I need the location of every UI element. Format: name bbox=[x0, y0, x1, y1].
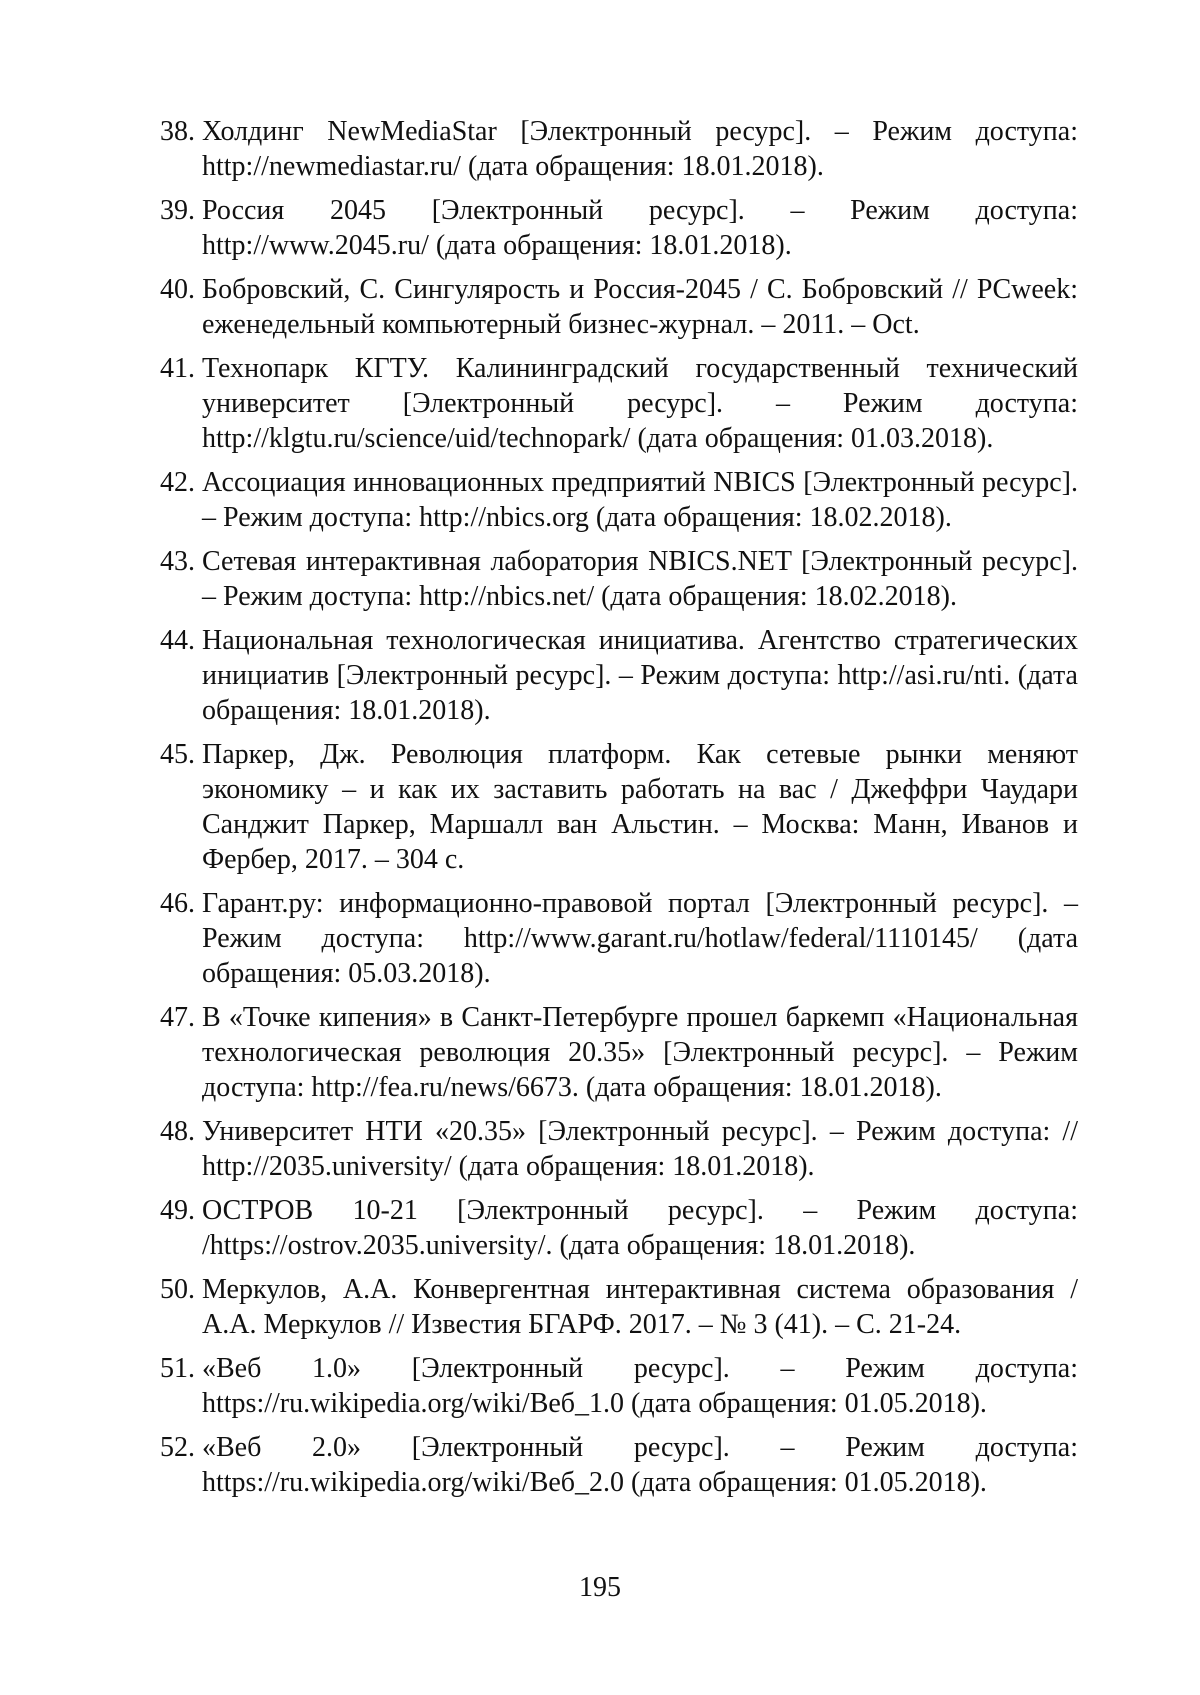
reference-text: Национальная технологическая инициатива. Агентство стратегических инициатив [Электронный ресурс]. – Режим доступа: http://asi.ru/nti. (дата обращения: 18.01.2018). bbox=[202, 625, 1078, 726]
reference-item bbox=[160, 193, 1078, 263]
reference-number: 47. bbox=[160, 1002, 195, 1033]
reference-item bbox=[160, 886, 1078, 991]
reference-number: 44. bbox=[160, 625, 195, 656]
reference-item bbox=[160, 114, 1078, 184]
reference-text: В «Точке кипения» в Санкт-Петербурге прошел баркемп «Национальная технологическая революция 20.35» [Электронный ресурс]. – Режим доступа: http://fea.ru/news/6673. (дата обращения: 18.01.2018). bbox=[202, 1002, 1078, 1103]
reference-text: Университет НТИ «20.35» [Электронный ресурс]. – Режим доступа: // http://2035.university/ (дата обращения: 18.01.2018). bbox=[202, 1116, 1078, 1182]
reference-text: Технопарк КГТУ. Калининградский государственный технический университет [Электронный ресурс]. – Режим доступа: http://klgtu.ru/science/uid/technopark/ (дата обращения: 01.03.2018). bbox=[202, 353, 1078, 454]
reference-number: 52. bbox=[160, 1432, 195, 1463]
page-number: 195 bbox=[579, 1572, 621, 1603]
reference-text: Паркер, Дж. Революция платформ. Как сетевые рынки меняют экономику – и как их заставить работать на вас / Джеффри Чаудари Санджит Паркер, Маршалл ван Альстин. – Москва: Манн, Иванов и Фербер, 2017. – 304 с. bbox=[202, 739, 1078, 875]
reference-item bbox=[160, 544, 1078, 614]
reference-item bbox=[160, 1114, 1078, 1184]
reference-number: 39. bbox=[160, 195, 195, 226]
reference-item bbox=[160, 1193, 1078, 1263]
reference-number: 40. bbox=[160, 274, 195, 305]
reference-text: ОСТРОВ 10-21 [Электронный ресурс]. – Режим доступа: /https://ostrov.2035.university/. (дата обращения: 18.01.2018). bbox=[202, 1195, 1078, 1261]
reference-text: Бобровский, С. Сингулярость и Россия-2045 / С. Бобровский // PCweek: еженедельный компьютерный бизнес-журнал. – 2011. – Oct. bbox=[202, 274, 1078, 340]
reference-number: 51. bbox=[160, 1353, 195, 1384]
reference-text: Россия 2045 [Электронный ресурс]. – Режим доступа: http://www.2045.ru/ (дата обращения: 18.01.2018). bbox=[202, 195, 1078, 261]
reference-text: Холдинг NewMediaStar [Электронный ресурс]. – Режим доступа: http://newmediastar.ru/ (дата обращения: 18.01.2018). bbox=[202, 116, 1078, 182]
reference-number: 50. bbox=[160, 1274, 195, 1305]
reference-number: 42. bbox=[160, 467, 195, 498]
reference-text: Сетевая интерактивная лаборатория NBICS.NET [Электронный ресурс]. – Режим доступа: http://nbics.net/ (дата обращения: 18.02.2018). bbox=[202, 546, 1078, 612]
reference-item bbox=[160, 623, 1078, 728]
reference-text: «Веб 2.0» [Электронный ресурс]. – Режим доступа: https://ru.wikipedia.org/wiki/Веб_2.0 (дата обращения: 01.05.2018). bbox=[202, 1432, 1078, 1498]
reference-number: 38. bbox=[160, 116, 195, 147]
reference-text: Ассоциация инновационных предприятий NBICS [Электронный ресурс]. – Режим доступа: http://nbics.org (дата обращения: 18.02.2018). bbox=[202, 467, 1078, 533]
reference-number: 48. bbox=[160, 1116, 195, 1147]
reference-text: «Веб 1.0» [Электронный ресурс]. – Режим доступа: https://ru.wikipedia.org/wiki/Веб_1.0 (дата обращения: 01.05.2018). bbox=[202, 1353, 1078, 1419]
reference-text: Гарант.ру: информационно-правовой портал [Электронный ресурс]. – Режим доступа: http://www.garant.ru/hotlaw/federal/1110145/ (дата обращения: 05.03.2018). bbox=[202, 888, 1078, 989]
reference-number: 49. bbox=[160, 1195, 195, 1226]
reference-number: 45. bbox=[160, 739, 195, 770]
reference-number: 43. bbox=[160, 546, 195, 577]
reference-text: Меркулов, А.А. Конвергентная интерактивная система образования / А.А. Меркулов // Известия БГАРФ. 2017. – № 3 (41). – С. 21-24. bbox=[202, 1274, 1078, 1340]
reference-item bbox=[160, 1351, 1078, 1421]
reference-item bbox=[160, 351, 1078, 456]
reference-list bbox=[160, 114, 1078, 1509]
reference-item bbox=[160, 1272, 1078, 1342]
reference-item bbox=[160, 272, 1078, 342]
reference-number: 46. bbox=[160, 888, 195, 919]
reference-item bbox=[160, 465, 1078, 535]
reference-item bbox=[160, 737, 1078, 877]
reference-number: 41. bbox=[160, 353, 195, 384]
reference-item bbox=[160, 1000, 1078, 1105]
reference-item bbox=[160, 1430, 1078, 1500]
